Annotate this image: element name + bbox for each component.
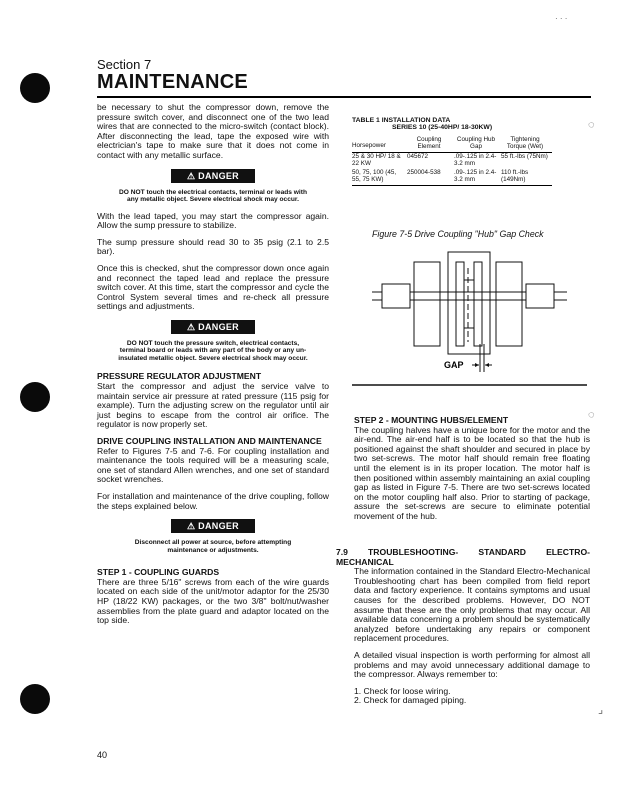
binder-hole-top — [20, 73, 50, 103]
danger-warning: DO NOT touch the pressure switch, electrical contacts, terminal board or leads with any part of the body or any un-insulated metallic object. Severe electrical shock may occur. — [118, 339, 308, 362]
table-header: Tightening Torque (Wet) — [506, 136, 544, 150]
shaft-right — [526, 284, 554, 308]
paragraph: There are three 5/16" screws from each of the wire guards located on each side of the unit/motor adaptor for the 25/30 HP (18/22 KW) packages, or the two 3/8" bolt/nut/washer assemblies from the plate guard and adaptor located on the top side. — [97, 576, 329, 626]
scan-mark: · · · — [555, 14, 568, 23]
danger-warning: DO NOT touch the electrical contacts, terminal or leads with any metallic object. Severe electrical shock may occur. — [119, 188, 307, 204]
right-column-lower — [336, 548, 590, 706]
table-subtitle: SERIES 10 (25-40HP/ 18-30KW) — [392, 124, 493, 131]
figure-caption: Figure 7-5 Drive Coupling "Hub" Gap Check — [372, 229, 544, 239]
danger-label: DANGER — [198, 170, 239, 181]
danger-badge: ⚠ DANGER — [171, 169, 255, 183]
paragraph: A detailed visual inspection is worth performing for almost all problems and may avoid unnecessary additional damage to the compressor. Always remember to: — [354, 649, 590, 680]
binder-hole-middle — [20, 382, 50, 412]
danger-label: DANGER — [198, 521, 239, 532]
table-header-row — [352, 136, 552, 153]
paragraph: With the lead taped, you may start the compressor again. Allow the sump pressure to stabilize. — [97, 210, 329, 231]
section-heading: 7.9 TROUBLESHOOTING- STANDARD ELECTRO-MECHANICAL — [336, 547, 590, 567]
scan-mark: ◌ — [588, 119, 595, 131]
table-cell: 50, 75, 100 (45, 55, 75 KW) — [352, 169, 397, 183]
paragraph: Once this is checked, shut the compressor down once again and reconnect the taped lead and replace the pressure switch cover. At this time, start the compressor and cycle the Control System several times and re-check all pressure settings and adjustments. — [97, 262, 329, 312]
table-header: Coupling Element — [416, 136, 442, 150]
table-cell: .09-.125 in 2.4-3.2 mm — [454, 153, 497, 167]
table-header: Horsepower — [352, 142, 386, 149]
danger-badge: ⚠ DANGER — [171, 519, 255, 533]
table-cell: 110 ft.-lbs (149Nm) — [501, 169, 529, 183]
binder-hole-bottom — [20, 684, 50, 714]
hub-left — [414, 262, 440, 346]
table-title: TABLE 1 INSTALLATION DATA — [352, 117, 451, 124]
header-rule — [97, 96, 591, 98]
table-cell: 250004-538 — [407, 169, 441, 176]
section-heading: STEP 1 - COUPLING GUARDS — [97, 567, 220, 578]
paragraph: The information contained in the Standard Electro-Mechanical Troubleshooting chart has been compiled from field report data and factory experience. It contains symptoms and usual causes for the described problems. However, DO NOT assume that these are the only problems that may occur. All available data concerning a problem should be systematically analyzed before undertaking any repairs or component replacement procedures. — [354, 566, 590, 644]
right-column — [354, 416, 590, 529]
gap-arrowheads — [475, 363, 489, 367]
table-cell: 045672 — [407, 153, 429, 160]
table-cell: .09-.125 in 2.4-3.2 mm — [454, 169, 497, 183]
installation-table — [352, 136, 552, 186]
section-heading: DRIVE COUPLING INSTALLATION AND MAINTENANCE — [97, 435, 322, 446]
danger-warning: Disconnect all power at source, before attempting maintenance or adjustments. — [134, 539, 292, 554]
table-cell: 55 ft.-lbs (75Nm) — [501, 153, 548, 160]
page-title: MAINTENANCE — [97, 71, 249, 93]
section-heading: STEP 2 - MOUNTING HUBS/ELEMENT — [354, 415, 509, 425]
section-heading: PRESSURE REGULATOR ADJUSTMENT — [97, 371, 262, 382]
scan-mark: ◌ — [588, 409, 595, 421]
table-row — [352, 169, 552, 186]
table-row — [352, 153, 552, 170]
danger-badge: ⚠ DANGER — [171, 320, 255, 334]
left-column — [97, 103, 329, 633]
installation-table-block — [352, 117, 592, 186]
paragraph: be necessary to shut the compressor down, remove the pressure switch cover, and disconnect one of the two lead wires that are connected to the micro-switch (contact block). After disconnecting the lead, tape the exposed wire with electrician's tape to make sure that it does not come in contact with any metallic surface. — [97, 102, 329, 160]
list-item: 1. Check for loose wiring. — [354, 685, 451, 696]
table-header: Coupling Hub Gap — [456, 136, 496, 150]
shaft-left — [382, 284, 410, 308]
coupling-diagram — [352, 240, 592, 390]
hub-right — [496, 262, 522, 346]
gap-label: GAP — [444, 360, 464, 370]
paragraph: Start the compressor and adjust the service valve to maintain service air pressure at rated pressure (115 psig for example). Turn the adjusting screw on the regulator until air just begins to escape from the control air orifice. The regulator is now properly set. — [97, 381, 329, 430]
element-lobe — [456, 262, 464, 346]
scan-mark: ⌟ — [598, 704, 604, 716]
section-label: Section 7 — [97, 57, 152, 72]
paragraph: The coupling halves have a unique bore for the motor and the air-end. The air-end half is to be located so that the hub is positioned against the shaft shoulder and secured in place by two set-screws. The motor half should remain free floating until the element is in its proper location. The motor half is then positioned within assembly maintaining an axial coupling gap as listed in Figure 7-5. There are two set-screws located on the motor coupling half also. Prior to starting of package, assure the set-screws are secure to eliminate potential movement of the hub. — [354, 424, 590, 521]
paragraph: The sump pressure should read 30 to 35 psig (2.1 to 2.5 bar). — [97, 236, 329, 257]
coupling-element — [448, 252, 490, 354]
element-lobe — [474, 262, 482, 346]
page-number: 40 — [97, 750, 108, 760]
list-item: 2. Check for damaged piping. — [354, 695, 467, 706]
paragraph: For installation and maintenance of the drive coupling, follow the steps explained below. — [97, 490, 329, 511]
paragraph: Refer to Figures 7-5 and 7-6. For coupling installation and maintenance the tools required will be a measuring scale, one set of standard Allen wrenches, and one set of standard socket wrenches. — [97, 445, 329, 485]
table-cell: 25 & 30 HP/ 18 & 22 KW — [352, 153, 401, 167]
danger-label: DANGER — [198, 321, 239, 332]
